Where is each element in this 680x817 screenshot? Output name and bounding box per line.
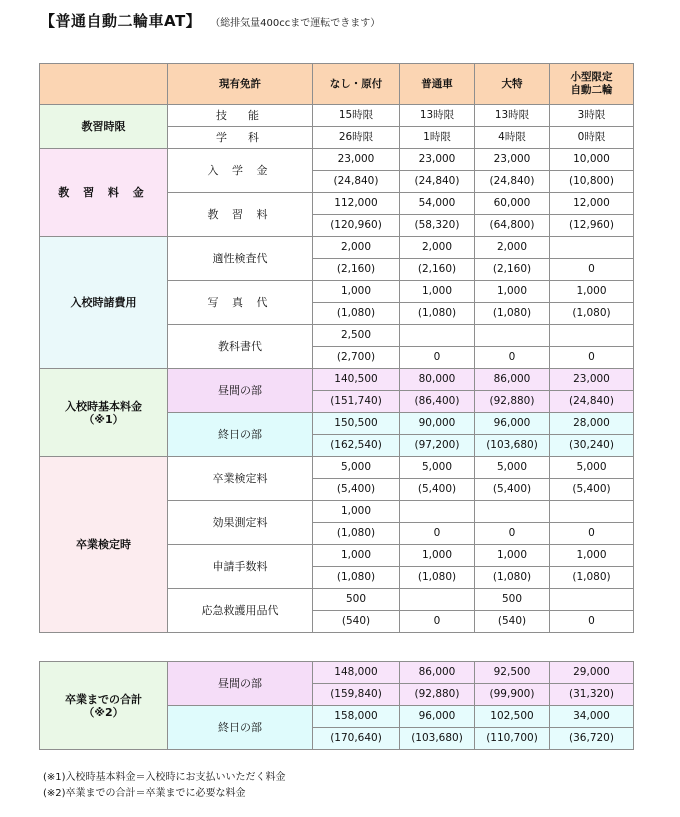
value-cell: 1,000 — [550, 281, 634, 303]
value-cell: (99,900) — [475, 684, 550, 706]
table-row — [40, 149, 634, 171]
value-cell: 4時限 — [475, 127, 550, 149]
group-label-line2: （※2） — [83, 705, 124, 719]
header-col5-line2: 自動二輪 — [570, 84, 613, 96]
value-cell: (12,960) — [550, 215, 634, 237]
value-cell: (5,400) — [475, 479, 550, 501]
row-label-allday: 終日の部 — [168, 706, 313, 750]
value-cell: 0 — [400, 611, 475, 633]
value-cell: 60,000 — [475, 193, 550, 215]
value-cell: (10,800) — [550, 171, 634, 193]
value-cell: (24,840) — [475, 171, 550, 193]
value-cell — [475, 501, 550, 523]
value-cell: (30,240) — [550, 435, 634, 457]
value-cell: (1,080) — [475, 303, 550, 325]
value-cell: 0 — [550, 347, 634, 369]
value-cell — [475, 325, 550, 347]
value-cell: 5,000 — [550, 457, 634, 479]
fee-table — [39, 63, 634, 633]
row-label-skill: 技 能 — [168, 105, 313, 127]
table-row — [40, 662, 634, 684]
value-cell: (110,700) — [475, 728, 550, 750]
value-cell: (103,680) — [400, 728, 475, 750]
group-label-line1: 卒業までの合計 — [65, 692, 142, 706]
header-row — [40, 64, 634, 105]
value-cell: 5,000 — [313, 457, 400, 479]
value-cell: (1,080) — [475, 567, 550, 589]
value-cell: 1,000 — [475, 281, 550, 303]
row-label-enrollment-fee: 入 学 金 — [168, 149, 313, 193]
value-cell: 140,500 — [313, 369, 400, 391]
page-heading — [40, 10, 380, 34]
group-training-periods: 教習時限 — [40, 105, 168, 149]
value-cell: 150,500 — [313, 413, 400, 435]
value-cell: 23,000 — [475, 149, 550, 171]
value-cell: (2,160) — [400, 259, 475, 281]
value-cell: (58,320) — [400, 215, 475, 237]
row-label-allday: 終日の部 — [168, 413, 313, 457]
value-cell: (1,080) — [313, 303, 400, 325]
row-label-graduation-exam-fee: 卒業検定料 — [168, 457, 313, 501]
page-subtitle: （総排気量400ccまで運転できます） — [215, 18, 381, 29]
value-cell: 0 — [400, 523, 475, 545]
value-cell: 34,000 — [550, 706, 634, 728]
value-cell: (1,080) — [550, 567, 634, 589]
value-cell: (159,840) — [313, 684, 400, 706]
value-cell: 28,000 — [550, 413, 634, 435]
row-label-first-aid-kit: 応急救護用品代 — [168, 589, 313, 633]
group-graduation-exam: 卒業検定時 — [40, 457, 168, 633]
value-cell: 13時限 — [400, 105, 475, 127]
value-cell: (170,640) — [313, 728, 400, 750]
value-cell: 0 — [550, 611, 634, 633]
value-cell: 2,000 — [400, 237, 475, 259]
page-title: 【普通自動二輪車AT】 — [40, 12, 202, 30]
value-cell: 1時限 — [400, 127, 475, 149]
value-cell: (92,880) — [400, 684, 475, 706]
total-table — [39, 661, 634, 750]
value-cell: 1,000 — [313, 501, 400, 523]
value-cell — [400, 325, 475, 347]
value-cell: (2,160) — [475, 259, 550, 281]
value-cell: (103,680) — [475, 435, 550, 457]
value-cell: 86,000 — [475, 369, 550, 391]
value-cell: 158,000 — [313, 706, 400, 728]
header-small-limited-motorcycle — [550, 64, 634, 105]
value-cell: 1,000 — [400, 545, 475, 567]
table-row — [40, 457, 634, 479]
value-cell — [550, 325, 634, 347]
value-cell: (1,080) — [400, 567, 475, 589]
table-row — [40, 105, 634, 127]
value-cell: (151,740) — [313, 391, 400, 413]
value-cell: 1,000 — [475, 545, 550, 567]
value-cell: (2,700) — [313, 347, 400, 369]
value-cell: 0 — [400, 347, 475, 369]
value-cell: (24,840) — [550, 391, 634, 413]
value-cell: 1,000 — [313, 281, 400, 303]
row-label-photo: 写 真 代 — [168, 281, 313, 325]
row-label-daytime: 昼間の部 — [168, 369, 313, 413]
value-cell: 15時限 — [313, 105, 400, 127]
group-enrollment-misc-fees: 入校時諸費用 — [40, 237, 168, 369]
row-label-daytime: 昼間の部 — [168, 662, 313, 706]
value-cell: 5,000 — [400, 457, 475, 479]
header-corner — [40, 64, 168, 105]
value-cell: 1,000 — [400, 281, 475, 303]
value-cell: 2,000 — [313, 237, 400, 259]
header-regular-car: 普通車 — [400, 64, 475, 105]
value-cell: (1,080) — [313, 523, 400, 545]
value-cell — [550, 501, 634, 523]
value-cell: 86,000 — [400, 662, 475, 684]
value-cell: 92,500 — [475, 662, 550, 684]
value-cell: (1,080) — [313, 567, 400, 589]
value-cell: (31,320) — [550, 684, 634, 706]
group-label-line1: 入校時基本料金 — [65, 399, 142, 413]
value-cell: 0 — [475, 347, 550, 369]
group-label-line2: （※1） — [83, 412, 124, 426]
value-cell: (1,080) — [400, 303, 475, 325]
value-cell: (97,200) — [400, 435, 475, 457]
value-cell: 1,000 — [313, 545, 400, 567]
row-label-effect-test-fee: 効果測定料 — [168, 501, 313, 545]
value-cell: 500 — [313, 589, 400, 611]
value-cell: (540) — [475, 611, 550, 633]
value-cell: 54,000 — [400, 193, 475, 215]
value-cell: 96,000 — [400, 706, 475, 728]
header-col5-line1: 小型限定 — [570, 71, 613, 83]
value-cell: 23,000 — [400, 149, 475, 171]
value-cell: 500 — [475, 589, 550, 611]
value-cell — [550, 237, 634, 259]
value-cell: 96,000 — [475, 413, 550, 435]
value-cell: (1,080) — [550, 303, 634, 325]
group-enrollment-base-fee — [40, 369, 168, 457]
value-cell: (2,160) — [313, 259, 400, 281]
group-total-until-graduation — [40, 662, 168, 750]
value-cell: (24,840) — [400, 171, 475, 193]
value-cell: 29,000 — [550, 662, 634, 684]
value-cell: (24,840) — [313, 171, 400, 193]
footnote-2: (※2)卒業までの合計＝卒業までに必要な料金 — [43, 788, 246, 799]
value-cell: 0時限 — [550, 127, 634, 149]
value-cell: 26時限 — [313, 127, 400, 149]
value-cell: (36,720) — [550, 728, 634, 750]
value-cell: (5,400) — [313, 479, 400, 501]
value-cell: 80,000 — [400, 369, 475, 391]
header-none-moped: なし・原付 — [313, 64, 400, 105]
value-cell: 0 — [475, 523, 550, 545]
value-cell: 23,000 — [550, 369, 634, 391]
value-cell: (540) — [313, 611, 400, 633]
value-cell: 0 — [550, 259, 634, 281]
value-cell: 5,000 — [475, 457, 550, 479]
value-cell: 1,000 — [550, 545, 634, 567]
value-cell: 10,000 — [550, 149, 634, 171]
value-cell: 13時限 — [475, 105, 550, 127]
row-label-textbook: 教科書代 — [168, 325, 313, 369]
value-cell: 12,000 — [550, 193, 634, 215]
value-cell: 2,500 — [313, 325, 400, 347]
value-cell: 3時限 — [550, 105, 634, 127]
value-cell: (64,800) — [475, 215, 550, 237]
value-cell: (86,400) — [400, 391, 475, 413]
value-cell: 102,500 — [475, 706, 550, 728]
value-cell: 112,000 — [313, 193, 400, 215]
row-label-application-fee: 申請手数料 — [168, 545, 313, 589]
row-label-aptitude-test: 適性検査代 — [168, 237, 313, 281]
row-label-tuition: 教 習 料 — [168, 193, 313, 237]
value-cell: (120,960) — [313, 215, 400, 237]
value-cell — [400, 501, 475, 523]
value-cell: 0 — [550, 523, 634, 545]
value-cell: 148,000 — [313, 662, 400, 684]
value-cell: (92,880) — [475, 391, 550, 413]
group-training-fees: 教 習 料 金 — [40, 149, 168, 237]
value-cell: (162,540) — [313, 435, 400, 457]
value-cell: 90,000 — [400, 413, 475, 435]
footnotes — [43, 770, 286, 802]
value-cell: 2,000 — [475, 237, 550, 259]
header-current-license: 現有免許 — [168, 64, 313, 105]
value-cell: 23,000 — [313, 149, 400, 171]
row-label-classroom: 学 科 — [168, 127, 313, 149]
value-cell: (5,400) — [400, 479, 475, 501]
footnote-1: (※1)入校時基本料金＝入校時にお支払いいただく料金 — [43, 772, 286, 783]
header-large-special: 大特 — [475, 64, 550, 105]
table-row — [40, 369, 634, 391]
value-cell — [400, 589, 475, 611]
table-row — [40, 237, 634, 259]
value-cell: (5,400) — [550, 479, 634, 501]
value-cell — [550, 589, 634, 611]
